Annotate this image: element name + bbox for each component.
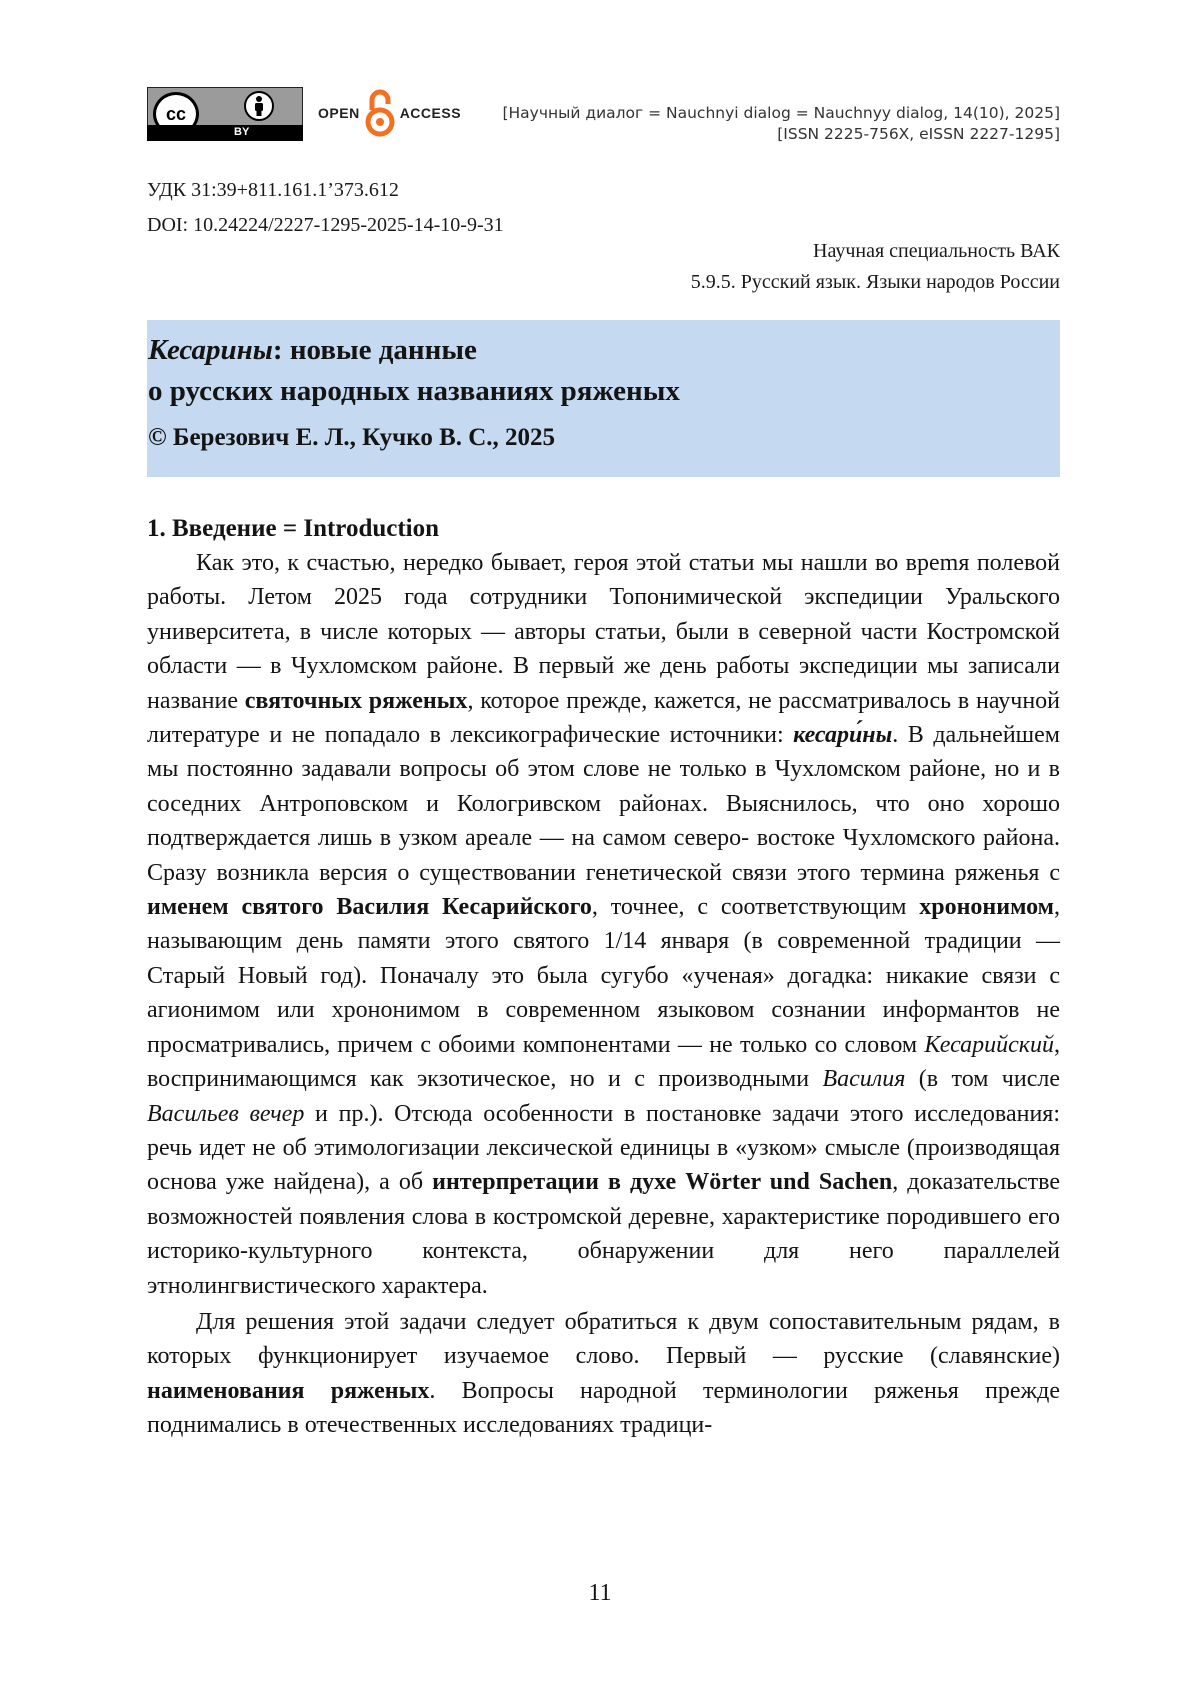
journal-citation <box>502 103 1060 145</box>
term-naimenovaniya-ryazhenykh: наименования ряженых <box>147 1377 430 1404</box>
journal-issn-line: [ISSN 2225-756X, eISSN 2227-1295] <box>777 125 1060 143</box>
article-authors: © Березович Е. Л., Кучко В. С., 2025 <box>148 424 556 451</box>
cc-by-label-strip <box>147 125 303 141</box>
title-line2: о русских народных названиях ряженых <box>148 375 680 407</box>
open-access-access-text: ACCESS <box>399 105 462 121</box>
specialty-value: 5.9.5. Русский язык. Языки народов России <box>690 271 1060 293</box>
open-access-logo[interactable] <box>318 88 461 138</box>
term-woerter-und-sachen: интерпретации в духе Wörter und Sachen <box>432 1169 893 1196</box>
open-lock-icon <box>363 88 397 138</box>
cc-by-label: BY <box>234 126 250 138</box>
journal-title-line: [Научный диалог = Nauchnyi dialog = Nauchnyy dialog, 14(10), 2025] <box>502 104 1060 122</box>
open-access-open-text: OPEN <box>318 105 360 121</box>
paragraph-2: Для решения этой задачи следует обратиться к двум сопоставительным рядам, в которых функционирует изучаемое слово. Первый — русские (славянские) наименования ряженых. Вопросы народной терминологии ряженья прежде поднимались в отечественных исследованиях традици- <box>147 1308 1061 1439</box>
section-heading: 1. Введение = Introduction <box>147 515 440 542</box>
creative-commons-icon: cc <box>153 92 199 136</box>
paragraph-1: Как это, к счастью, нередко бывает, героя этой статьи мы нашли во вреmя полевой работы. Летом 2025 года сотрудники Топонимической экспедиции Уральского университета, в числе которых — авторы статьи, были в северной части Костромской области — в Чухломском районе. В первый же день работы экспедиции мы записали название святочных ряженых, которое прежде, кажется, не рассматривалось в научной литературе и не попадало в лексикографические источники: кесари́ны. В дальнейшем мы постоянно задавали вопросы об этом слове не только в Чухломском районе, но и в соседних Антроповском и Кологривском районах. Выяснилось, что оно хорошо подтверждается лишь в узком ареале — на самом северо- востоке Чухломского района. Сразу возникла версия о существовании генетической связи этого термина ряженья с именем святого Василия Кесарийского, точнее, с соответствующим хрононимом, называющим день памяти этого святого 1/14 января (в современной традиции — Старый Новый год). Поначалу это была сугубо «ученая» догадка: никакие связи с агионимом или хрононимом в современном языковом сознании информантов не просматривались, причем с обоими компонентами — не только со словом Кесарийский, воспринимающимся как экзотическое, но и с производными Василия (в том числе Васильев вечер и пр.). Отсюда особенности в постановке задачи этого исследования: речь идет не об этимологизации лексической единицы в «узком» смысле (производящая основа уже найдена), а об интерпретации в духе Wörter und Sachen, доказательстве возможностей появления слова в костромской деревне, характеристике породившего его историко-культурного контекста, обнаружении для него параллелей этнолингвистического характера. <box>147 550 1061 1299</box>
article-identifiers <box>147 173 504 243</box>
doi[interactable]: DOI: 10.24224/2227-1295-2025-14-10-9-31 <box>147 214 504 236</box>
term-saint-basil: именем святого Василия Кесарийского <box>147 894 592 921</box>
article-title-block <box>147 320 1060 477</box>
udc-code: УДК 31:39+811.161.1’373.612 <box>147 179 399 201</box>
page-number: 11 <box>588 1580 612 1606</box>
article-body <box>147 512 1060 1443</box>
vak-specialty <box>691 236 1060 298</box>
article-title <box>148 330 1060 412</box>
title-line1-rest: : новые данные <box>272 334 477 366</box>
title-italic-word: Кесарины <box>148 334 273 366</box>
term-chrononym: хрононимом <box>919 894 1054 921</box>
specialty-label: Научная специальность ВАК <box>813 240 1060 262</box>
attribution-person-icon <box>244 91 274 121</box>
term-kesariny: кесари́ны <box>793 722 893 749</box>
term-svyatochnye-ryazhenye: святочных ряженых <box>244 687 468 714</box>
